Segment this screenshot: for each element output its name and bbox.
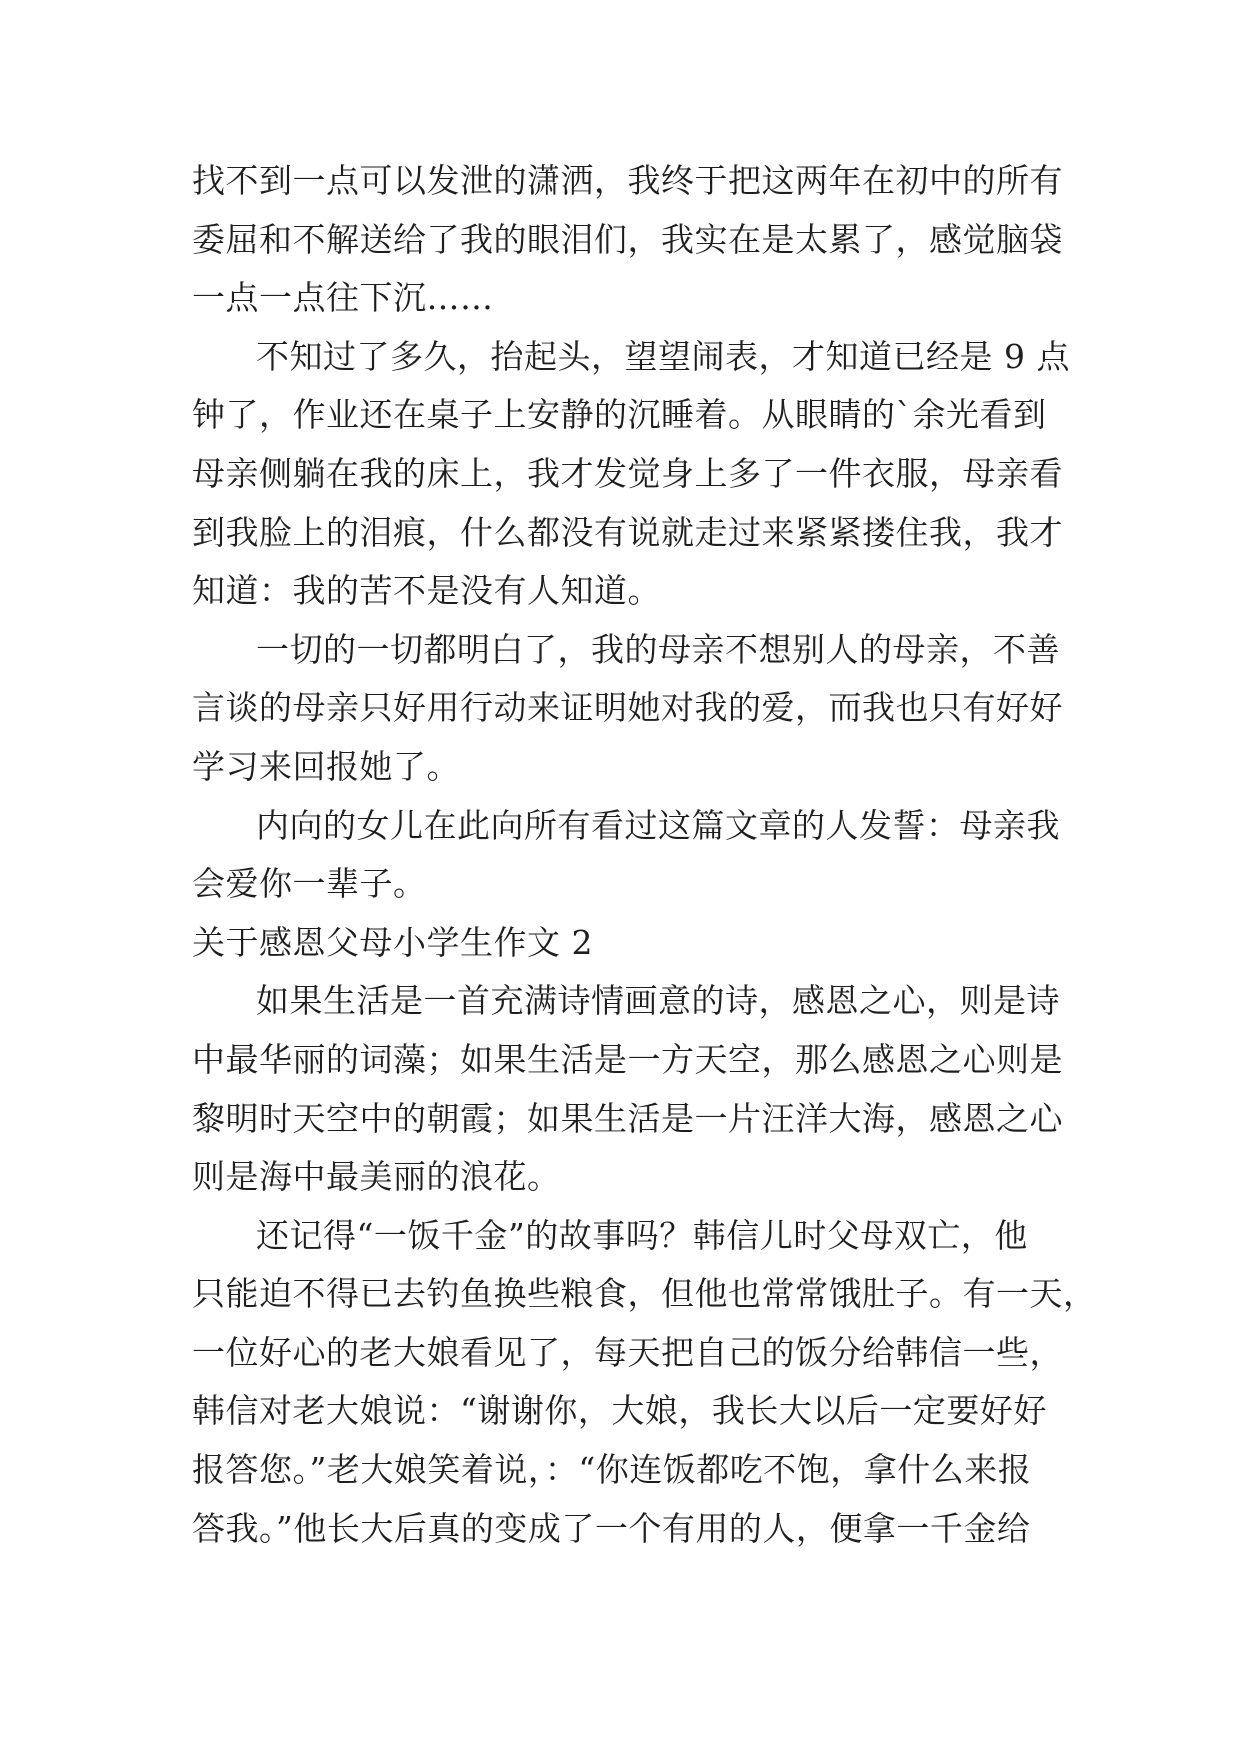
text-line: 只能迫不得已去钓鱼换些粮食，但他也常常饿肚子。有一天， — [192, 1274, 1097, 1314]
text-line: 钟了，作业还在桌子上安静的沉睡着。从眼睛的`余光看到 — [192, 395, 1047, 435]
text-line: 不知过了多久，抬起头，望望闹表，才知道已经是 9 点 — [256, 336, 1070, 376]
text-line: 黎明时天空中的朝霞；如果生活是一片汪洋大海，感恩之心 — [192, 1098, 1063, 1138]
text-line: 学习来回报她了。 — [192, 746, 460, 786]
text-line: 母亲侧躺在我的床上，我才发觉身上多了一件衣服，母亲看 — [192, 453, 1063, 493]
text-line: 找不到一点可以发泄的潇洒，我终于把这两年在初中的所有 — [192, 161, 1063, 200]
text-line: 言谈的母亲只好用行动来证明她对我的爱，而我也只有好好 — [192, 688, 1063, 728]
text-line: 报答您。”老大娘笑着说，：“你连饭都吃不饱，拿什么来报 — [192, 1450, 1032, 1490]
text-line: 中最华丽的词藻；如果生活是一方天空，那么感恩之心则是 — [192, 1039, 1063, 1079]
text-line: 会爱你一辈子。 — [192, 864, 427, 904]
text-line: 一点一点往下沉…… — [192, 278, 494, 318]
text-line: 答我。”他长大后真的变成了一个有用的人，便拿一千金给 — [192, 1508, 1031, 1548]
text-line: 则是海中最美丽的浪花。 — [192, 1157, 561, 1197]
text-line: 还记得“一饭千金”的故事吗？韩信儿时父母双亡，他 — [256, 1215, 1028, 1255]
document-body — [192, 152, 1097, 1558]
text-line: 知道：我的苦不是没有人知道。 — [192, 571, 661, 611]
text-line: 委屈和不解送给了我的眼泪们，我实在是太累了，感觉脑袋 — [192, 219, 1063, 259]
text-line: 内向的女儿在此向所有看过这篇文章的人发誓：母亲我 — [256, 805, 1060, 845]
text-line: 如果生活是一首充满诗情画意的诗，感恩之心，则是诗 — [256, 981, 1060, 1021]
text-line: 韩信对老大娘说：“谢谢你，大娘，我长大以后一定要好好 — [192, 1391, 1047, 1431]
text-line: 到我脸上的泪痕，什么都没有说就走过来紧紧搂住我，我才 — [192, 512, 1063, 552]
section-heading: 关于感恩父母小学生作文 2 — [192, 922, 593, 962]
text-line: 一切的一切都明白了，我的母亲不想别人的母亲，不善 — [256, 629, 1060, 669]
text-line: 一位好心的老大娘看见了，每天把自己的饭分给韩信一些， — [192, 1332, 1063, 1372]
